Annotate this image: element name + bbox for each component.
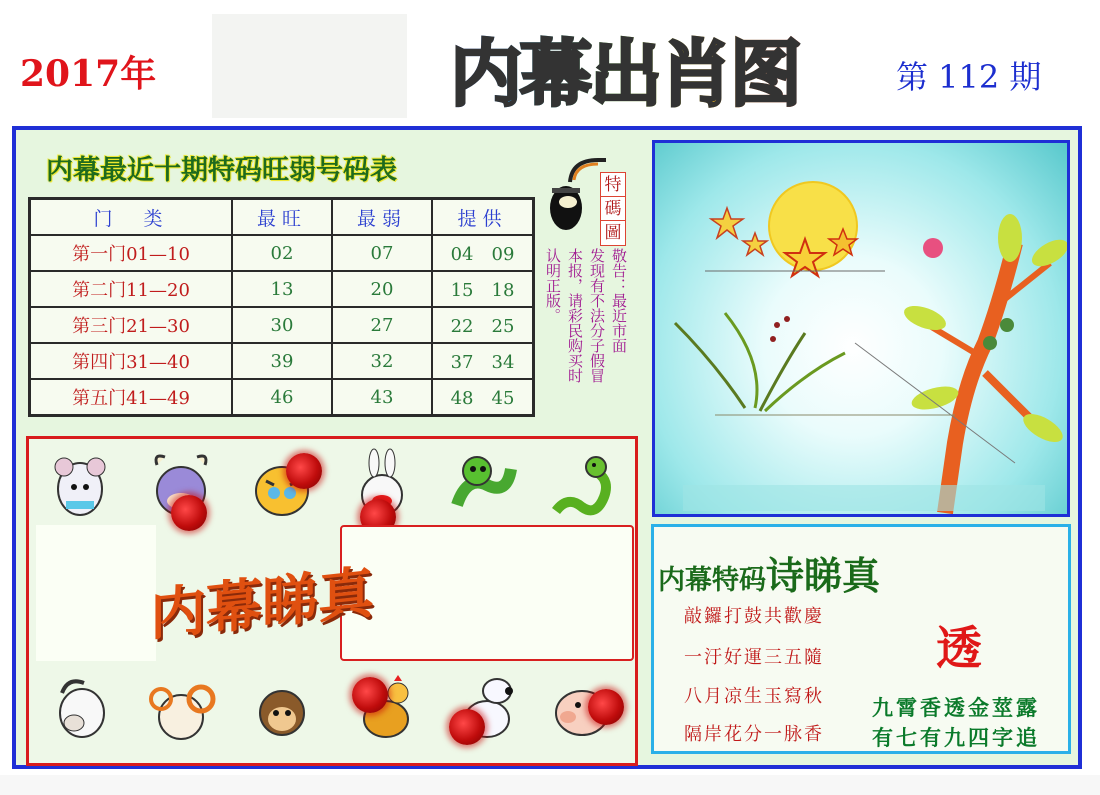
red-mark [588, 689, 624, 725]
table-cell: 32 [332, 343, 432, 379]
table-cell: 第二门11—20 [30, 271, 233, 307]
issue-number: 第 112 期 [896, 58, 1042, 96]
logo-char: 特 [600, 172, 626, 198]
poem-line: 隔岸花分一脉香 [684, 724, 824, 745]
poem-title-big: 诗睇真 [766, 554, 881, 598]
hint-line: 有七有九四字追 [872, 725, 1040, 750]
table-cell: 39 [232, 343, 332, 379]
red-mark [171, 495, 207, 531]
goat-icon [145, 669, 217, 747]
column-header: 提供 [432, 199, 534, 236]
table-row [30, 307, 534, 343]
table-cell: 30 [232, 307, 332, 343]
notice-column: 认明正版。 [544, 248, 562, 323]
table-cell: 第四门31—40 [30, 343, 233, 379]
poem-line: 一汙好運三五隨 [684, 647, 824, 668]
table-cell: 46 [232, 379, 332, 416]
table-cell: 20 [332, 271, 432, 307]
middle-slogan: 内幕睇真 [150, 560, 374, 649]
table-cell: 第五门41—49 [30, 379, 233, 416]
monkey-icon [246, 669, 318, 747]
dog-icon [447, 669, 519, 747]
table-cell: 48 45 [432, 379, 534, 416]
blank-area [212, 14, 407, 118]
poem-line: 敲鑼打鼓共歡慶 [684, 606, 824, 627]
dragon-icon [447, 445, 519, 523]
notice-column: 敬告：最近市面 [610, 248, 628, 353]
table-cell: 第一门01—10 [30, 235, 233, 271]
page-title-text: 内幕出肖图 [450, 16, 800, 120]
notice-column: 发现有不法分子假冒 [588, 248, 606, 383]
table-row [30, 271, 534, 307]
table-row [30, 235, 534, 271]
scenery-picture [652, 140, 1070, 517]
poem-title [658, 545, 880, 600]
logo-char: 碼 [600, 196, 626, 222]
bottom-strip [0, 775, 1100, 795]
table-cell: 第三门21—30 [30, 307, 233, 343]
hint-line: 九霄香透金莖露 [872, 695, 1040, 720]
table-title: 内幕最近十期特码旺弱号码表 [46, 155, 397, 186]
blank-area [340, 525, 634, 661]
rooster-icon [346, 669, 418, 747]
table-row [30, 379, 534, 416]
moon-tree-illustration [655, 143, 1067, 514]
table-cell: 13 [232, 271, 332, 307]
rabbit-icon [346, 445, 418, 523]
poem-title-small: 内幕特码 [658, 565, 766, 596]
logo-char: 圖 [600, 220, 626, 246]
table-cell: 37 34 [432, 343, 534, 379]
table-cell: 15 18 [432, 271, 534, 307]
red-mark [449, 709, 485, 745]
rat-icon [44, 445, 116, 523]
table-row [30, 343, 534, 379]
number-table [28, 197, 535, 417]
table-cell: 07 [332, 235, 432, 271]
page-title [405, 26, 845, 116]
column-header: 最弱 [332, 199, 432, 236]
zodiac-row-bottom [30, 664, 634, 752]
year-label: 2017年 [20, 53, 157, 95]
table-cell: 27 [332, 307, 432, 343]
table-cell: 04 09 [432, 235, 534, 271]
notice-column: 本报，请彩民购买时 [566, 248, 584, 383]
horse-icon [44, 669, 116, 747]
tiger-icon [246, 445, 318, 523]
poem-line: 八月凉生玉寫秋 [684, 686, 824, 707]
reveal-char: 透 [936, 621, 982, 675]
notice-text [546, 248, 628, 428]
table-cell: 02 [232, 235, 332, 271]
blank-area [36, 525, 156, 661]
ox-icon [145, 445, 217, 523]
red-mark [286, 453, 322, 489]
snake-icon [548, 445, 620, 523]
zodiac-row-top [30, 440, 634, 528]
column-header: 门 类 [30, 199, 233, 236]
column-header: 最旺 [232, 199, 332, 236]
table-header-row [30, 199, 534, 236]
cauldron-logo-icon [546, 152, 606, 238]
table-cell: 22 25 [432, 307, 534, 343]
table-cell: 43 [332, 379, 432, 416]
pig-icon [548, 669, 620, 747]
